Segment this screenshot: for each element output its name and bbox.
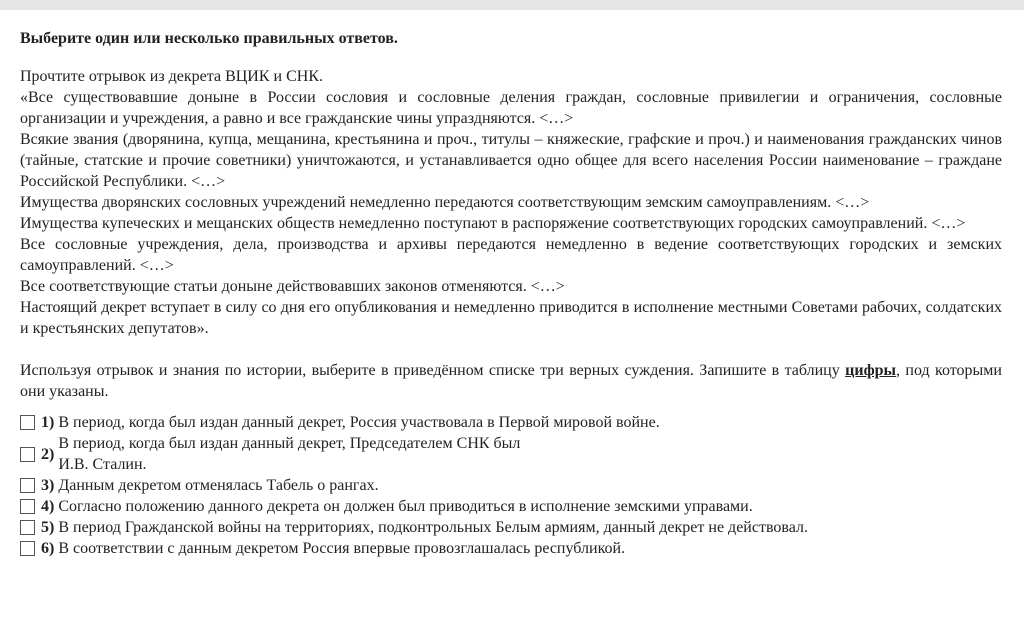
answer-option-1[interactable] — [20, 412, 1002, 433]
option-text-line-1: В период, когда был издан данный декрет, Председателем СНК был — [58, 435, 521, 452]
answer-option-3[interactable] — [20, 475, 1002, 496]
option-text: Согласно положению данного декрета он должен был приводиться в исполнение земскими управами. — [58, 498, 753, 515]
source-paragraph-5: Все сословные учреждения, дела, производства и архивы передаются немедленно в ведение соответствующих городских и земских самоуправлений. <…> — [20, 236, 1002, 274]
option-number: 2) — [41, 445, 55, 463]
option-text: В период, когда был издан данный декрет, Россия участвовала в Первой мировой войне. — [58, 414, 660, 431]
answer-checkbox-5[interactable] — [20, 520, 35, 535]
option-text: В период Гражданской войны на территориях, подконтрольных Белым армиям, данный декрет не действовал. — [58, 519, 808, 536]
option-number: 6) — [41, 540, 55, 557]
source-intro: Прочтите отрывок из декрета ВЦИК и СНК. — [20, 68, 323, 85]
answer-checkbox-2[interactable] — [20, 447, 35, 462]
source-paragraph-4: Имущества купеческих и мещанских обществ немедленно поступают в распоряжение соответствующих городских самоуправлений. <…> — [20, 215, 966, 232]
answer-checkbox-4[interactable] — [20, 499, 35, 514]
source-paragraph-1: «Все существовавшие доныне в России сословия и сословные деления граждан, сословные привилегии и ограничения, сословные организации и учреждения, а равно и все гражданские чины упраздняются. <…> — [20, 89, 1002, 127]
option-number: 5) — [41, 519, 55, 536]
option-number: 3) — [41, 477, 55, 494]
source-paragraph-3: Имущества дворянских сословных учреждений немедленно передаются соответствующим земским самоуправлениям. <…> — [20, 194, 870, 211]
instruction-emphasis: цифры — [845, 362, 897, 379]
source-paragraph-6: Все соответствующие статьи доныне действовавших законов отменяются. <…> — [20, 278, 565, 295]
answer-checkbox-3[interactable] — [20, 478, 35, 493]
answer-option-2[interactable] — [20, 433, 1002, 475]
instruction-text: Используя отрывок и знания по истории, выберите в приведённом списке три верных суждения. Запишите в таблицу — [20, 362, 846, 379]
top-bar — [0, 0, 1024, 10]
option-text-line-2: И.В. Сталин. — [58, 456, 147, 473]
instruction — [20, 360, 1002, 402]
option-number: 4) — [41, 498, 55, 515]
instruction-text-end: , под которыми они указаны. — [20, 362, 1002, 400]
option-text — [58, 433, 520, 475]
source-paragraph-2: Всякие звания (дворянина, купца, мещанина, крестьянина и проч., титулы – княжеские, графские и проч.) и наименования гражданских чинов (тайные, статские и прочие советники) уничтожаются, и устанавливается одно общее для всего населения России наименование – граждане Российской Республики. <…> — [20, 131, 1002, 190]
task-content — [0, 28, 1022, 559]
option-text: Данным декретом отменялась Табель о рангах. — [58, 477, 379, 494]
answer-checkbox-1[interactable] — [20, 415, 35, 430]
option-number: 1) — [41, 414, 55, 431]
answer-option-6[interactable] — [20, 538, 1002, 559]
answer-options — [20, 412, 1002, 559]
option-text: В соответствии с данным декретом Россия впервые провозглашалась республикой. — [58, 540, 626, 557]
answer-option-5[interactable] — [20, 517, 1002, 538]
task-title: Выберите один или несколько правильных ответов. — [20, 30, 398, 47]
answer-checkbox-6[interactable] — [20, 541, 35, 556]
source-paragraph-7: Настоящий декрет вступает в силу со дня его опубликования и немедленно приводится в исполнение местными Советами рабочих, солдатских и крестьянских депутатов». — [20, 299, 1002, 337]
answer-option-4[interactable] — [20, 496, 1002, 517]
